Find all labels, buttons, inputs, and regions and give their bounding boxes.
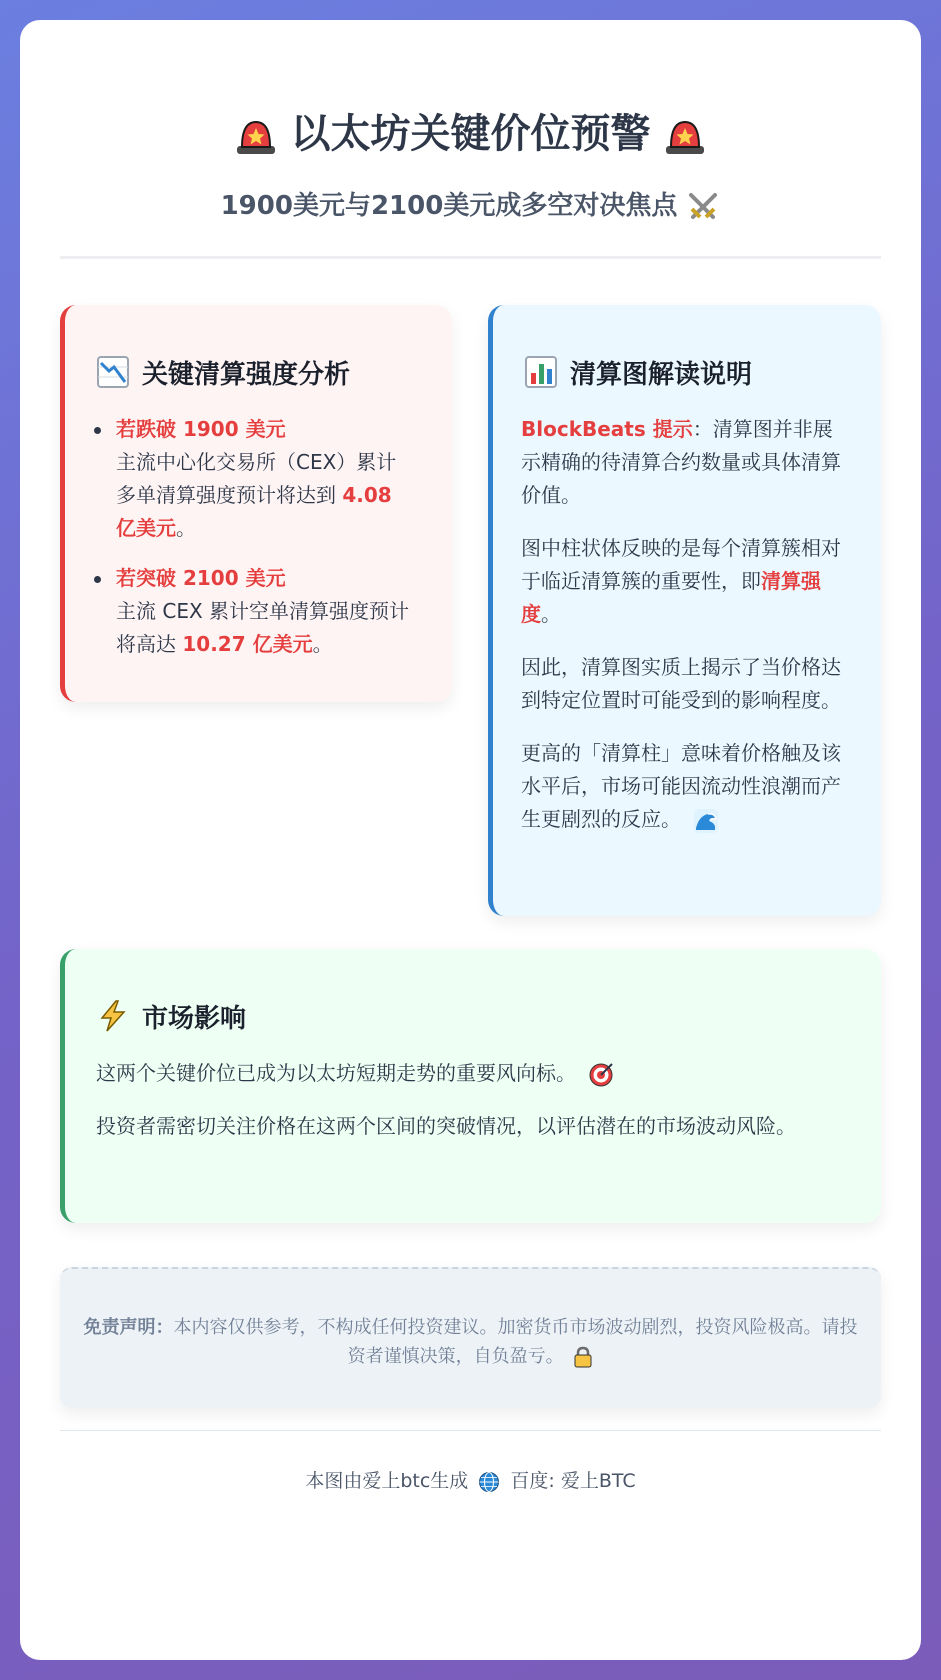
item-head: 若突破 2100 美元 bbox=[116, 566, 286, 590]
paragraph-text: 更高的「清算柱」意味着价格触及该水平后，市场可能因流动性浪潮而产生更剧烈的反应。 bbox=[521, 741, 841, 831]
disclaimer-label: 免责声明： bbox=[83, 1317, 174, 1338]
bar-chart-icon bbox=[524, 355, 558, 389]
police-light-icon bbox=[664, 116, 706, 156]
lightning-icon bbox=[96, 999, 130, 1033]
target-icon bbox=[588, 1062, 614, 1088]
item-value: 4.08 亿美元 bbox=[116, 483, 392, 540]
liquidation-analysis-box bbox=[60, 305, 452, 702]
highlight-text: 清算强度 bbox=[521, 569, 821, 626]
paragraph-tail: 。 bbox=[541, 602, 561, 626]
title-text: 以太坊关键价位预警 bbox=[290, 111, 651, 157]
page-title bbox=[20, 106, 921, 162]
item-tail: 。 bbox=[312, 632, 333, 656]
disclaimer-body: 本内容仅供参考，不构成任何投资建议。加密货币市场波动剧烈，投资风险极高。请投资者谨慎决策，自负盈亏。 bbox=[173, 1317, 858, 1367]
wave-icon bbox=[693, 808, 719, 834]
crossed-swords-icon bbox=[686, 190, 720, 224]
footer-baidu: 百度: 爱上BTC bbox=[510, 1470, 636, 1492]
paragraph-text: ：清算图并非展示精确的待清算合约数量或具体清算价值。 bbox=[521, 417, 841, 507]
explanation-paragraph-1 bbox=[521, 413, 851, 512]
globe-icon bbox=[478, 1471, 500, 1493]
market-impact-title bbox=[96, 999, 246, 1037]
subtitle-text: 1900美元与2100美元成多空对决焦点 bbox=[220, 191, 678, 221]
item-text: 主流中心化交易所（CEX）累计多单清算强度预计将达到 bbox=[116, 450, 397, 507]
police-light-icon bbox=[235, 116, 277, 156]
market-paragraphs bbox=[96, 1057, 836, 1163]
lock-icon bbox=[573, 1346, 593, 1368]
liquidation-title-text: 关键清算强度分析 bbox=[142, 360, 351, 390]
paragraph-text: 这两个关键价位已成为以太坊短期走势的重要风向标。 bbox=[96, 1061, 576, 1085]
disclaimer-text bbox=[80, 1313, 861, 1371]
explanation-paragraph-3: 因此，清算图实质上揭示了当价格达到特定位置时可能受到的影响程度。 bbox=[521, 655, 841, 712]
chart-explanation-box bbox=[488, 305, 881, 916]
market-paragraph-1 bbox=[96, 1057, 836, 1090]
item-value: 10.27 亿美元 bbox=[182, 632, 313, 656]
chart-down-icon bbox=[96, 355, 130, 389]
footer bbox=[20, 1466, 921, 1496]
footer-credit: 本图由爱上btc生成 bbox=[305, 1470, 469, 1492]
explanation-paragraph-2 bbox=[521, 532, 851, 631]
source-label: BlockBeats 提示 bbox=[521, 417, 693, 441]
main-card bbox=[20, 20, 921, 1660]
item-head: 若跌破 1900 美元 bbox=[116, 417, 286, 441]
item-text: 主流 CEX 累计空单清算强度预计将高达 bbox=[116, 599, 410, 656]
market-paragraph-2: 投资者需密切关注价格在这两个区间的突破情况，以评估潜在的市场波动风险。 bbox=[96, 1114, 796, 1138]
paragraph-text: 图中柱状体反映的是每个清算簇相对于临近清算簇的重要性，即 bbox=[521, 536, 841, 593]
explanation-paragraphs bbox=[521, 413, 851, 856]
market-title-text: 市场影响 bbox=[142, 1004, 247, 1034]
item-tail: 。 bbox=[176, 516, 196, 540]
list-item bbox=[116, 562, 416, 661]
liquidation-list bbox=[116, 413, 416, 678]
liquidation-analysis-title bbox=[96, 355, 350, 393]
disclaimer-box bbox=[60, 1267, 881, 1408]
market-impact-box bbox=[60, 949, 881, 1223]
header-divider bbox=[60, 256, 881, 259]
page-subtitle bbox=[20, 186, 921, 226]
explanation-paragraph-4 bbox=[521, 737, 851, 836]
explanation-title-text: 清算图解读说明 bbox=[570, 360, 753, 390]
list-item bbox=[116, 413, 416, 545]
footer-divider bbox=[60, 1430, 881, 1431]
chart-explanation-title bbox=[524, 355, 752, 393]
